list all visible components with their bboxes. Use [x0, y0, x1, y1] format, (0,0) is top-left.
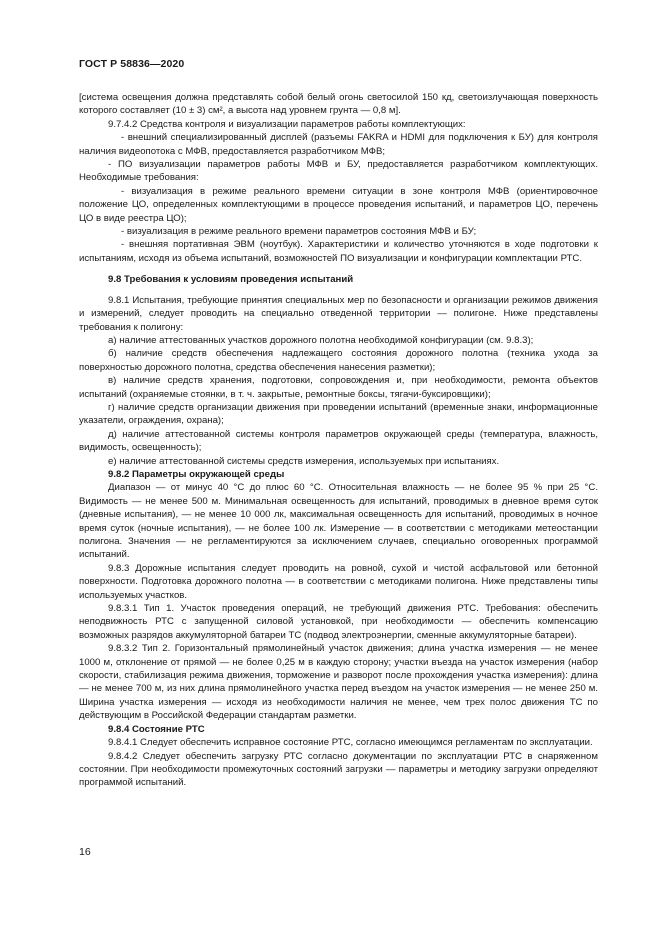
list-item: в) наличие средств хранения, подготовки, сопровождения и, при необходимости, ремонта объектов испытаний (охраняемые стоянки, в т. ч. закрытые, ремонтные боксы, тягачи-буксировщики); — [79, 375, 598, 400]
document-header: ГОСТ Р 58836—2020 — [79, 58, 185, 70]
subsection-heading: 9.8.2 Параметры окружающей среды — [108, 468, 285, 480]
paragraph: [система освещения должна представлять собой белый огонь светосилой 150 кд, светоизлучающая поверхность которого составляет (10 ± 3) см², а высота над уровнем грунта — 0,8 м]. — [79, 92, 598, 117]
list-item: - визуализация в режиме реального времени параметров состояния МФВ и БУ; — [121, 226, 477, 238]
page-number: 16 — [79, 846, 91, 858]
list-item: г) наличие средств организации движения при проведении испытаний (временные знаки, информационные указатели, ограждения, охрана); — [79, 401, 598, 427]
paragraph: 9.8.1 Испытания, требующие принятия специальных мер по безопасности и организации режимов движения и измерений, следует проводить на специально отведенной территории — полигоне. Ниже представлены требования к полигону: — [79, 294, 598, 333]
list-item: д) наличие аттестованной системы контроля параметров окружающей среды (температура, влажность, видимость, освещенность); — [79, 428, 598, 454]
paragraph: 9.8.3.1 Тип 1. Участок проведения операций, не требующий движения РТС. Требования: обеспечить неподвижность РТС с запущенной силовой установкой, при необходимости — обеспечить компенсацию возможных разрядов аккумуляторной батареи ТС (подвод электроэнергии, сменные аккумуляторные батареи). — [79, 603, 598, 641]
paragraph: 9.8.3.2 Тип 2. Горизонтальный прямолинейный участок движения; длина участка измерения — не менее 1000 м, отклонение от прямой — не более 0,25 м в каждую сторону; участки въезда на участок измерения (набор скорости, стабилизация режима движения, торможение и разворот после прохождения участка измерения): длина — не менее 700 м, из них длина прямолинейного участка перед въездом на участок измерения — не менее 250 м. Ширина участка измерения — исходя из необходимости наличия не менее, чем трех полос движения ТС по действующим в Российской Федерации стандартам разметки. — [79, 643, 598, 722]
paragraph: 9.8.3 Дорожные испытания следует проводить на ровной, сухой и чистой асфальтовой или бетонной поверхности. Подготовка дорожного полотна — в соответствии с методиками полигона. Ниже представлены типы используемых участков. — [79, 562, 598, 601]
list-item: е) наличие аттестованной системы средств измерения, используемых при испытаниях. — [108, 455, 500, 467]
list-item: - внешняя портативная ЭВМ (ноутбук). Характеристики и количество уточняются в ходе подготовки к испытаниям, исходя из объема испытаний, возможностей ПО визуализации и конфигурации комплектации РТС. — [79, 239, 598, 264]
list-item: б) наличие средств обеспечения надлежащего состояния дорожного полотна (техника ухода за поверхностью дорожного полотна, средства обеспечения нанесения разметки); — [79, 348, 598, 373]
paragraph: 9.7.4.2 Средства контроля и визуализации параметров работы комплектующих: — [108, 118, 466, 130]
paragraph: 9.8.4.2 Следует обеспечить загрузку РТС согласно документации по эксплуатации РТС в снаряженном состоянии. При необходимости промежуточных состояний загрузки — параметры и методику загрузки определяют программой испытаний. — [79, 750, 598, 789]
paragraph: Диапазон — от минус 40 °С до плюс 60 °С. Относительная влажность — не более 95 % при 25 °С. Видимость — не менее 500 м. Минимальная освещенность для испытаний, проводимых в дневное время суток (дневные испытания), — не менее 10 000 лк, максимальная освещенность для испытаний, проводимых в ночное время суток (ночные испытания), — не более 100 лк. Измерение — в соответствии с методиками метеостанции полигона. Значения — не регламентируются за исключением случаев, специально оговоренных программой испытаний. — [79, 482, 598, 561]
subsection-heading: 9.8.4 Состояние РТС — [108, 723, 205, 735]
section-heading: 9.8 Требования к условиям проведения испытаний — [108, 274, 354, 286]
paragraph: 9.8.4.1 Следует обеспечить исправное состояние РТС, согласно имеющимся регламентам по эксплуатации. — [108, 737, 593, 749]
list-item: а) наличие аттестованных участков дорожного полотна необходимой конфигурации (см. 9.8.3); — [108, 334, 534, 346]
document-body — [79, 91, 598, 790]
list-item: - визуализация в режиме реального времени ситуации в зоне контроля МФВ (ориентировочное положение ЦО, определенных комплектующими в процессе проведения испытаний, и параметров ЦО, перечень ЦО в виде реестра ЦО); — [79, 185, 598, 224]
list-item: - внешний специализированный дисплей (разъемы FAKRA и HDMI для подключения к БУ) для контроля наличия видеопотока с МФВ, предоставляется разработчиком МФВ; — [79, 132, 598, 157]
list-item: - ПО визуализации параметров работы МФВ и БУ, предоставляется разработчиком комплектующих. Необходимые требования: — [79, 159, 598, 184]
